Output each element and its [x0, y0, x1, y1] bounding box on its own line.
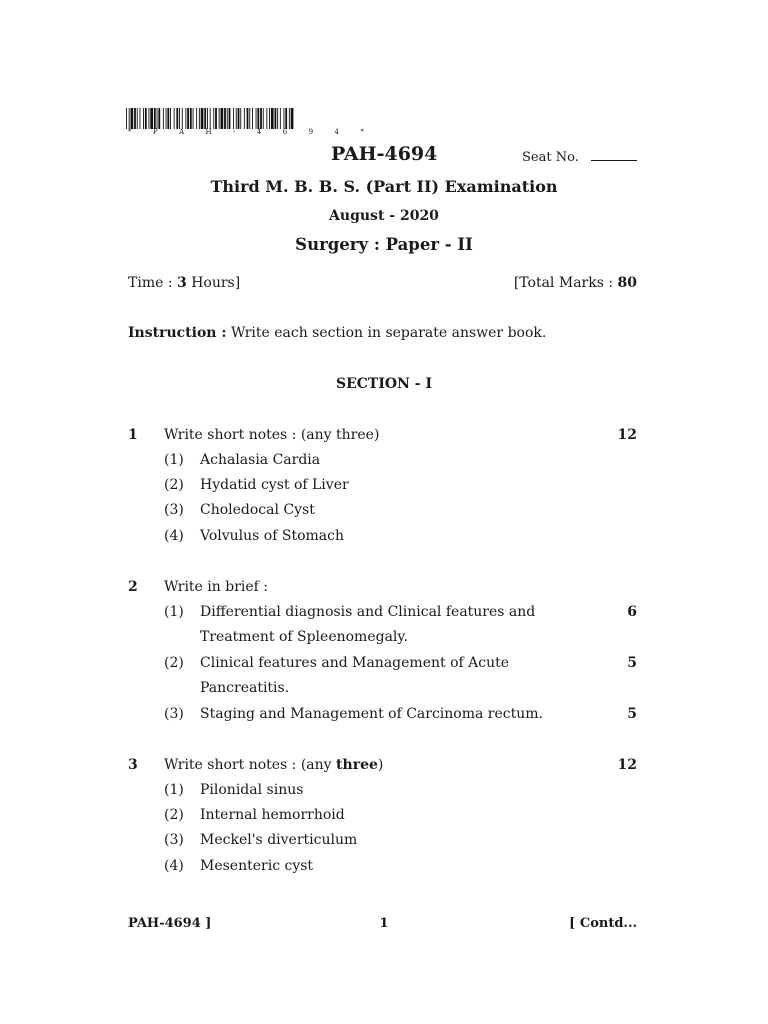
item-marks: 6 — [627, 604, 637, 620]
question-text-prefix: Write short notes : (any — [164, 757, 337, 773]
seat-number-blank — [591, 160, 637, 161]
item-text-continued: Treatment of Spleenomegaly. — [200, 629, 408, 645]
instruction-label: Instruction : — [128, 325, 227, 341]
item-text-continued: Pancreatitis. — [200, 680, 290, 696]
exam-title: Third M. B. B. S. (Part II) Examination — [210, 177, 558, 196]
item-number: (1) — [164, 604, 184, 620]
item-number: (1) — [164, 452, 184, 468]
continued-label: [ Contd... — [569, 916, 637, 931]
time-info — [128, 275, 240, 291]
exam-date: August - 2020 — [329, 208, 439, 224]
item-text: Volvulus of Stomach — [200, 528, 344, 544]
question-number: 3 — [128, 757, 138, 773]
question-text-emphasis: three — [336, 757, 378, 773]
item-text: Meckel's diverticulum — [200, 832, 358, 848]
item-text: Pilonidal sinus — [200, 782, 304, 798]
item-number: (3) — [164, 502, 184, 518]
question-marks: 12 — [617, 757, 637, 773]
item-text: Clinical features and Management of Acute — [200, 655, 510, 671]
item-text: Mesenteric cyst — [200, 858, 314, 874]
instruction-text: Write each section in separate answer book. — [230, 325, 547, 341]
seat-number-label: Seat No. — [522, 150, 579, 165]
item-text: Staging and Management of Carcinoma rectum. — [200, 706, 543, 722]
barcode-digits: * P A H - 4 6 9 4 * — [128, 128, 374, 136]
item-number: (2) — [164, 477, 184, 493]
barcode — [126, 108, 294, 129]
time-unit: Hours] — [186, 275, 241, 291]
question-text-suffix: ) — [377, 757, 384, 773]
item-text: Differential diagnosis and Clinical features and — [200, 604, 536, 620]
item-number: (1) — [164, 782, 184, 798]
item-marks: 5 — [627, 706, 637, 722]
item-number: (4) — [164, 528, 184, 544]
question-number: 1 — [128, 427, 138, 443]
footer-paper-code: PAH-4694 ] — [128, 916, 212, 931]
page-number: 1 — [379, 916, 389, 931]
time-value: 3 — [177, 275, 187, 291]
instruction — [128, 325, 546, 341]
item-marks: 5 — [627, 655, 637, 671]
item-text: Hydatid cyst of Liver — [200, 477, 349, 493]
question-text: Write short notes : (any three) — [164, 427, 380, 443]
item-text: Internal hemorrhoid — [200, 807, 345, 823]
item-text: Achalasia Cardia — [200, 452, 321, 468]
section-heading: SECTION - I — [336, 376, 432, 392]
question-marks: 12 — [617, 427, 637, 443]
item-text: Choledocal Cyst — [200, 502, 315, 518]
item-number: (2) — [164, 655, 184, 671]
time-label: Time : — [128, 275, 177, 291]
question-text — [164, 757, 383, 773]
paper-code: PAH-4694 — [331, 143, 438, 165]
question-number: 2 — [128, 579, 138, 595]
item-number: (3) — [164, 832, 184, 848]
total-marks-label: [Total Marks : — [513, 275, 618, 291]
item-number: (2) — [164, 807, 184, 823]
total-marks — [514, 275, 637, 291]
question-text: Write in brief : — [164, 579, 269, 595]
total-marks-value: 80 — [617, 275, 637, 291]
exam-subject: Surgery : Paper - II — [295, 235, 473, 254]
item-number: (4) — [164, 858, 184, 874]
item-number: (3) — [164, 706, 184, 722]
